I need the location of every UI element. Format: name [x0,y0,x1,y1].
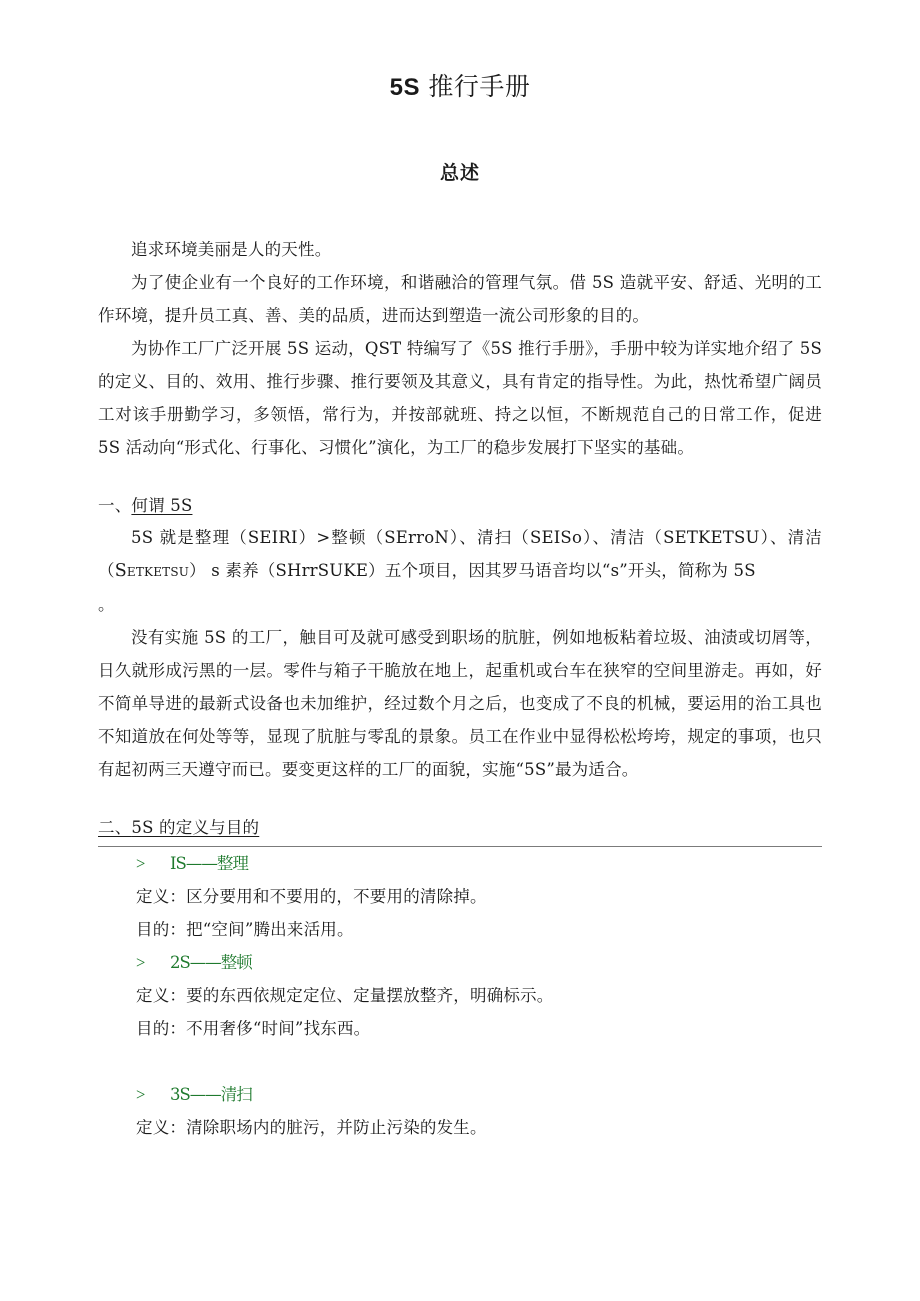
s-item-purpose-2s: 目的：不用奢侈“时间”找东西。 [136,1018,371,1038]
paragraph: 追求环境美丽是人的天性。 [131,239,332,259]
chevron-right-icon: > [136,1084,146,1104]
s-item-definition-1s: 定义：区分要用和不要用的，不要用的清除掉。 [136,886,487,906]
section-two-number: 二、 [98,817,132,837]
s-item-label-3s [98,1078,822,1111]
s-item-group [98,946,822,1078]
section-two-heading [98,786,822,843]
chevron-right-icon: > [136,853,146,873]
page-title [98,0,822,103]
s-item-group [98,847,822,946]
definition-suffix: ） s 素养（SHrrSUKE）五个项目，因其罗马语音均以“s”开头，简称为 5S [189,560,756,580]
section-one-definition [98,521,822,588]
chevron-right-icon: > [136,952,146,972]
s-item-text: IS——整理 [170,853,248,873]
section-one [98,464,822,786]
page-subtitle: 总述 [439,162,480,184]
intro-paragraphs [98,233,822,464]
s-item-group [98,1078,822,1144]
orphan-period: 。 [98,594,115,614]
s-item-purpose-1s: 目的：把“空间”腾出来活用。 [136,919,354,939]
s-item-label-1s [98,847,822,880]
s-item-definition-3s: 定义：清除职场内的脏污，并防止污染的发生。 [136,1117,487,1137]
page-title-cjk: 推行手册 [419,72,531,101]
s-item-text: 3S——清扫 [170,1084,252,1104]
s-item-definition-2s: 定义：要的东西依规定定位、定量摆放整齐，明确标示。 [136,985,554,1005]
section-two-title: 5S 的定义与目的 [131,817,260,837]
section-one-heading [98,464,822,521]
page-content [98,0,822,1144]
definition-smallcaps: Setketsu [114,560,190,581]
section-two [98,786,822,1144]
definition-prefix: 5S 就是整理（SEIRI）>整顿（SErroN）、清扫（SEISo）、清洁（SETKETSU）、清洁 （ [98,527,822,580]
section-one-title: 何谓 5S [131,495,193,515]
page-title-latin: 5S [389,74,420,101]
paragraph: 为了使企业有一个良好的工作环境，和谐融洽的管理气氛。借 5S 造就平安、舒适、光明的工作环境，提升员工真、善、美的品质，进而达到塑造一流公司形象的目的。 [98,272,822,325]
s-item-text: 2S——整顿 [170,952,252,972]
blank-line [98,1045,822,1078]
section-one-paragraph: 没有实施 5S 的工厂，触目可及就可感受到职场的肮脏，例如地板粘着垃圾、油渍或切屑等，日久就形成污黑的一层。零件与箱子干脆放在地上，起重机或台车在狭窄的空间里游走。再如，好不简单导进的最新式设备也未加维护，经过数个月之后，也变成了不良的机械，要运用的治工具也不知道放在何处等等，显现了肮脏与零乱的景象。员工在作业中显得松松垮垮，规定的事项，也只有起初两三天遵守而已。要变更这样的工厂的面貌，实施“5S”最为适合。 [98,627,822,779]
paragraph: 为协作工厂广泛开展 5S 运动，QST 特编写了《5S 推行手册》，手册中较为详实地介绍了 5S 的定义、目的、效用、推行步骤、推行要领及其意义，具有肯定的指导性。为此，热忱希望广阔员工对该手册勤学习，多领悟，常行为，并按部就班、持之以恒，不断规范自己的日常工作，促进 5S 活动向“形式化、行事化、习惯化”演化，为工厂的稳步发展打下坚实的基础。 [98,338,822,457]
section-one-number: 一、 [98,495,132,515]
s-item-label-2s [98,946,822,979]
